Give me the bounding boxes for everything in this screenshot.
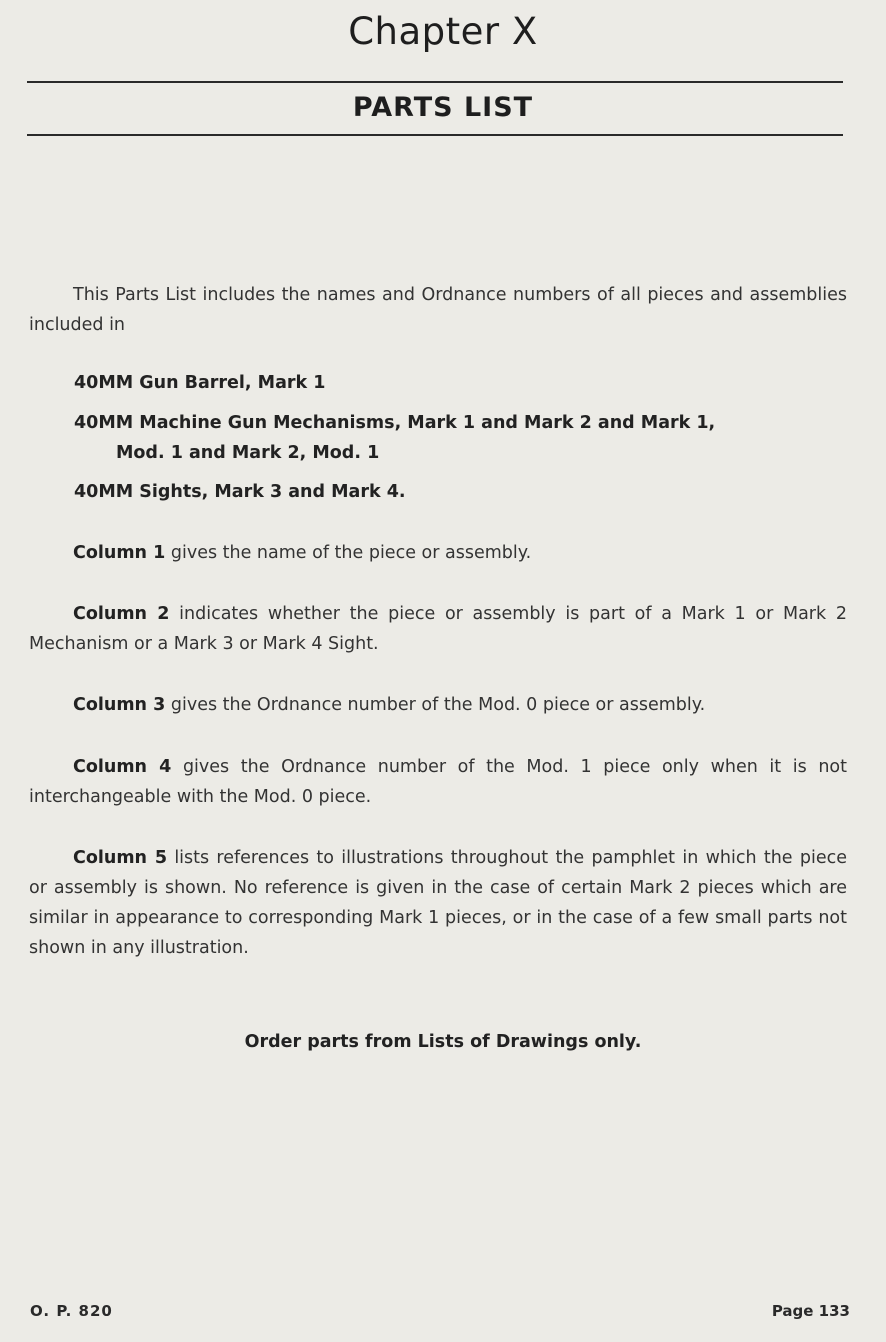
assembly-item bbox=[74, 368, 814, 398]
column-label: Column 3 bbox=[73, 695, 166, 715]
column-3-paragraph bbox=[29, 690, 847, 720]
column-label: Column 2 bbox=[73, 604, 170, 624]
column-description: lists references to illustrations throughout the pamphlet in which the piece or assembly is shown. No reference is given in the case of certain Mark 2 pieces which are similar in appearance to corresponding Mark 1 pieces, or in the case of a few small parts not shown in any illustration. bbox=[29, 848, 847, 958]
chapter-title: Chapter X bbox=[348, 10, 538, 53]
column-description: gives the name of the piece or assembly. bbox=[170, 543, 532, 563]
assembly-item bbox=[74, 477, 814, 507]
order-note: Order parts from Lists of Drawings only. bbox=[244, 1032, 642, 1052]
section-title: PARTS LIST bbox=[352, 92, 534, 123]
assembly-line: 40MM Sights, Mark 3 and Mark 4. bbox=[74, 482, 406, 502]
bottom-rule bbox=[27, 134, 843, 136]
column-description: gives the Ordnance number of the Mod. 1 piece only when it is not interchangeable with the Mod. 0 piece. bbox=[29, 757, 847, 807]
intro-paragraph: This Parts List includes the names and Ordnance numbers of all pieces and assemblies included in bbox=[29, 285, 847, 335]
column-2-paragraph bbox=[29, 599, 847, 659]
page-number: Page 133 bbox=[771, 1302, 850, 1320]
column-label: Column 4 bbox=[73, 757, 172, 777]
column-label: Column 1 bbox=[73, 543, 166, 563]
column-1-paragraph bbox=[29, 538, 847, 568]
assembly-line: 40MM Gun Barrel, Mark 1 bbox=[74, 373, 326, 393]
assembly-line-continued: Mod. 1 and Mark 2, Mod. 1 bbox=[116, 443, 380, 463]
column-description: gives the Ordnance number of the Mod. 0 piece or assembly. bbox=[170, 695, 706, 715]
column-5-paragraph bbox=[29, 843, 847, 963]
top-rule bbox=[27, 81, 843, 83]
assembly-item bbox=[74, 408, 814, 468]
assembly-line: 40MM Machine Gun Mechanisms, Mark 1 and Mark 2 and Mark 1, bbox=[74, 413, 716, 433]
column-description: indicates whether the piece or assembly is part of a Mark 1 or Mark 2 Mechanism or a Mark 3 or Mark 4 Sight. bbox=[29, 604, 847, 654]
column-4-paragraph bbox=[29, 752, 847, 812]
column-label: Column 5 bbox=[73, 848, 168, 868]
publication-number: O. P. 820 bbox=[30, 1302, 113, 1320]
